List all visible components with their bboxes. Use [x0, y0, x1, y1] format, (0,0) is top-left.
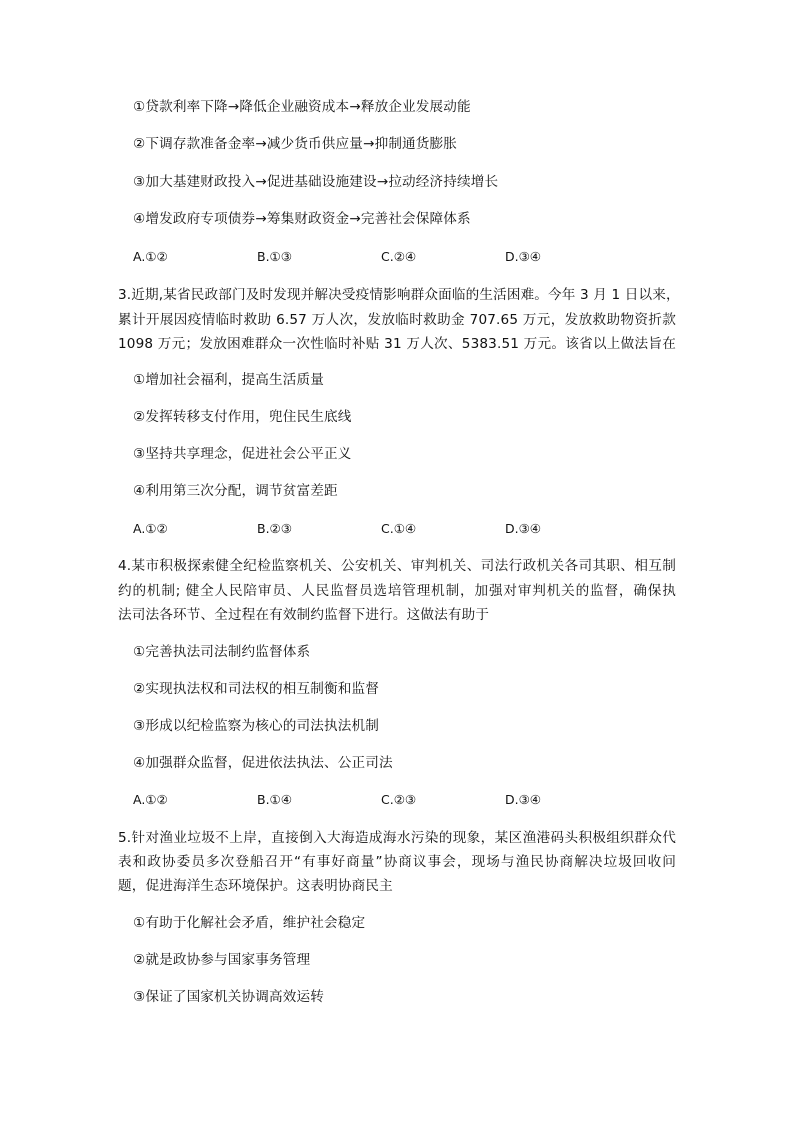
q2-option-1: ①贷款利率下降→降低企业融资成本→释放企业发展动能: [133, 99, 471, 115]
q3-option-4: ④利用第三次分配，调节贫富差距: [133, 483, 338, 499]
q3-answer-b: B.②③: [257, 521, 292, 536]
q3-answer-d: D.③④: [505, 521, 542, 536]
q5-option-2: ②就是政协参与国家事务管理: [133, 952, 311, 968]
q4-stem-line-1: 4.某市积极探索健全纪检监察机关、公安机关、审判机关、司法行政机关各司其职、相互制: [118, 558, 676, 574]
q5-stem-line-2: 表和政协委员多次登船召开“有事好商量”协商议事会，现场与渔民协商解决垃圾回收问: [118, 854, 676, 870]
q5-stem-line-1: 5.针对渔业垃圾不上岸，直接倒入大海造成海水污染的现象，某区渔港码头积极组织群众代: [118, 830, 676, 846]
q3-stem-line-2: 累计开展因疫情临时救助 6.57 万人次，发放临时救助金 707.65 万元，发放救助物资折款: [118, 312, 676, 328]
q2-option-4: ④增发政府专项债券→筹集财政资金→完善社会保障体系: [133, 211, 471, 227]
q2-answer-b: B.①③: [257, 249, 292, 264]
q3-option-3: ③坚持共享理念，促进社会公平正义: [133, 446, 352, 462]
q4-stem-line-3: 法司法各环节、全过程在有效制约监督下进行。这做法有助于: [118, 607, 490, 623]
q2-option-2: ②下调存款准备金率→减少货币供应量→抑制通货膨胀: [133, 136, 458, 152]
q2-answer-d: D.③④: [505, 249, 542, 264]
q3-option-1: ①增加社会福利，提高生活质量: [133, 372, 325, 388]
q2-answer-a: A.①②: [133, 249, 168, 264]
q3-option-2: ②发挥转移支付作用，兜住民生底线: [133, 409, 352, 425]
q4-option-2: ②实现执法权和司法权的相互制衡和监督: [133, 681, 379, 697]
q4-option-1: ①完善执法司法制约监督体系: [133, 644, 311, 660]
q4-option-3: ③形成以纪检监察为核心的司法执法机制: [133, 718, 379, 734]
q3-answer-a: A.①②: [133, 521, 168, 536]
q4-answer-b: B.①④: [257, 792, 292, 807]
q2-answer-c: C.②④: [381, 249, 417, 264]
q2-option-3: ③加大基建财政投入→促进基础设施建设→拉动经济持续增长: [133, 174, 499, 190]
q5-option-1: ①有助于化解社会矛盾，维护社会稳定: [133, 915, 366, 931]
q4-answer-c: C.②③: [381, 792, 417, 807]
q4-answer-a: A.①②: [133, 792, 168, 807]
q5-stem-line-3: 题，促进海洋生态环境保护。这表明协商民主: [118, 878, 393, 894]
q4-answer-d: D.③④: [505, 792, 542, 807]
q5-option-3: ③保证了国家机关协调高效运转: [133, 989, 325, 1005]
q4-option-4: ④加强群众监督，促进依法执法、公正司法: [133, 755, 393, 771]
q3-answer-c: C.①④: [381, 521, 417, 536]
q4-stem-line-2: 约的机制; 健全人民陪审员、人民监督员选培管理机制，加强对审判机关的监督，确保执: [118, 583, 676, 599]
q3-stem-line-1: 3.近期,某省民政部门及时发现并解决受疫情影响群众面临的生活困难。今年 3 月 1 日以来，: [118, 287, 680, 303]
q3-stem-line-3: 1098 万元；发放困难群众一次性临时补贴 31 万人次、5383.51 万元。该省以上做法旨在: [118, 336, 676, 352]
